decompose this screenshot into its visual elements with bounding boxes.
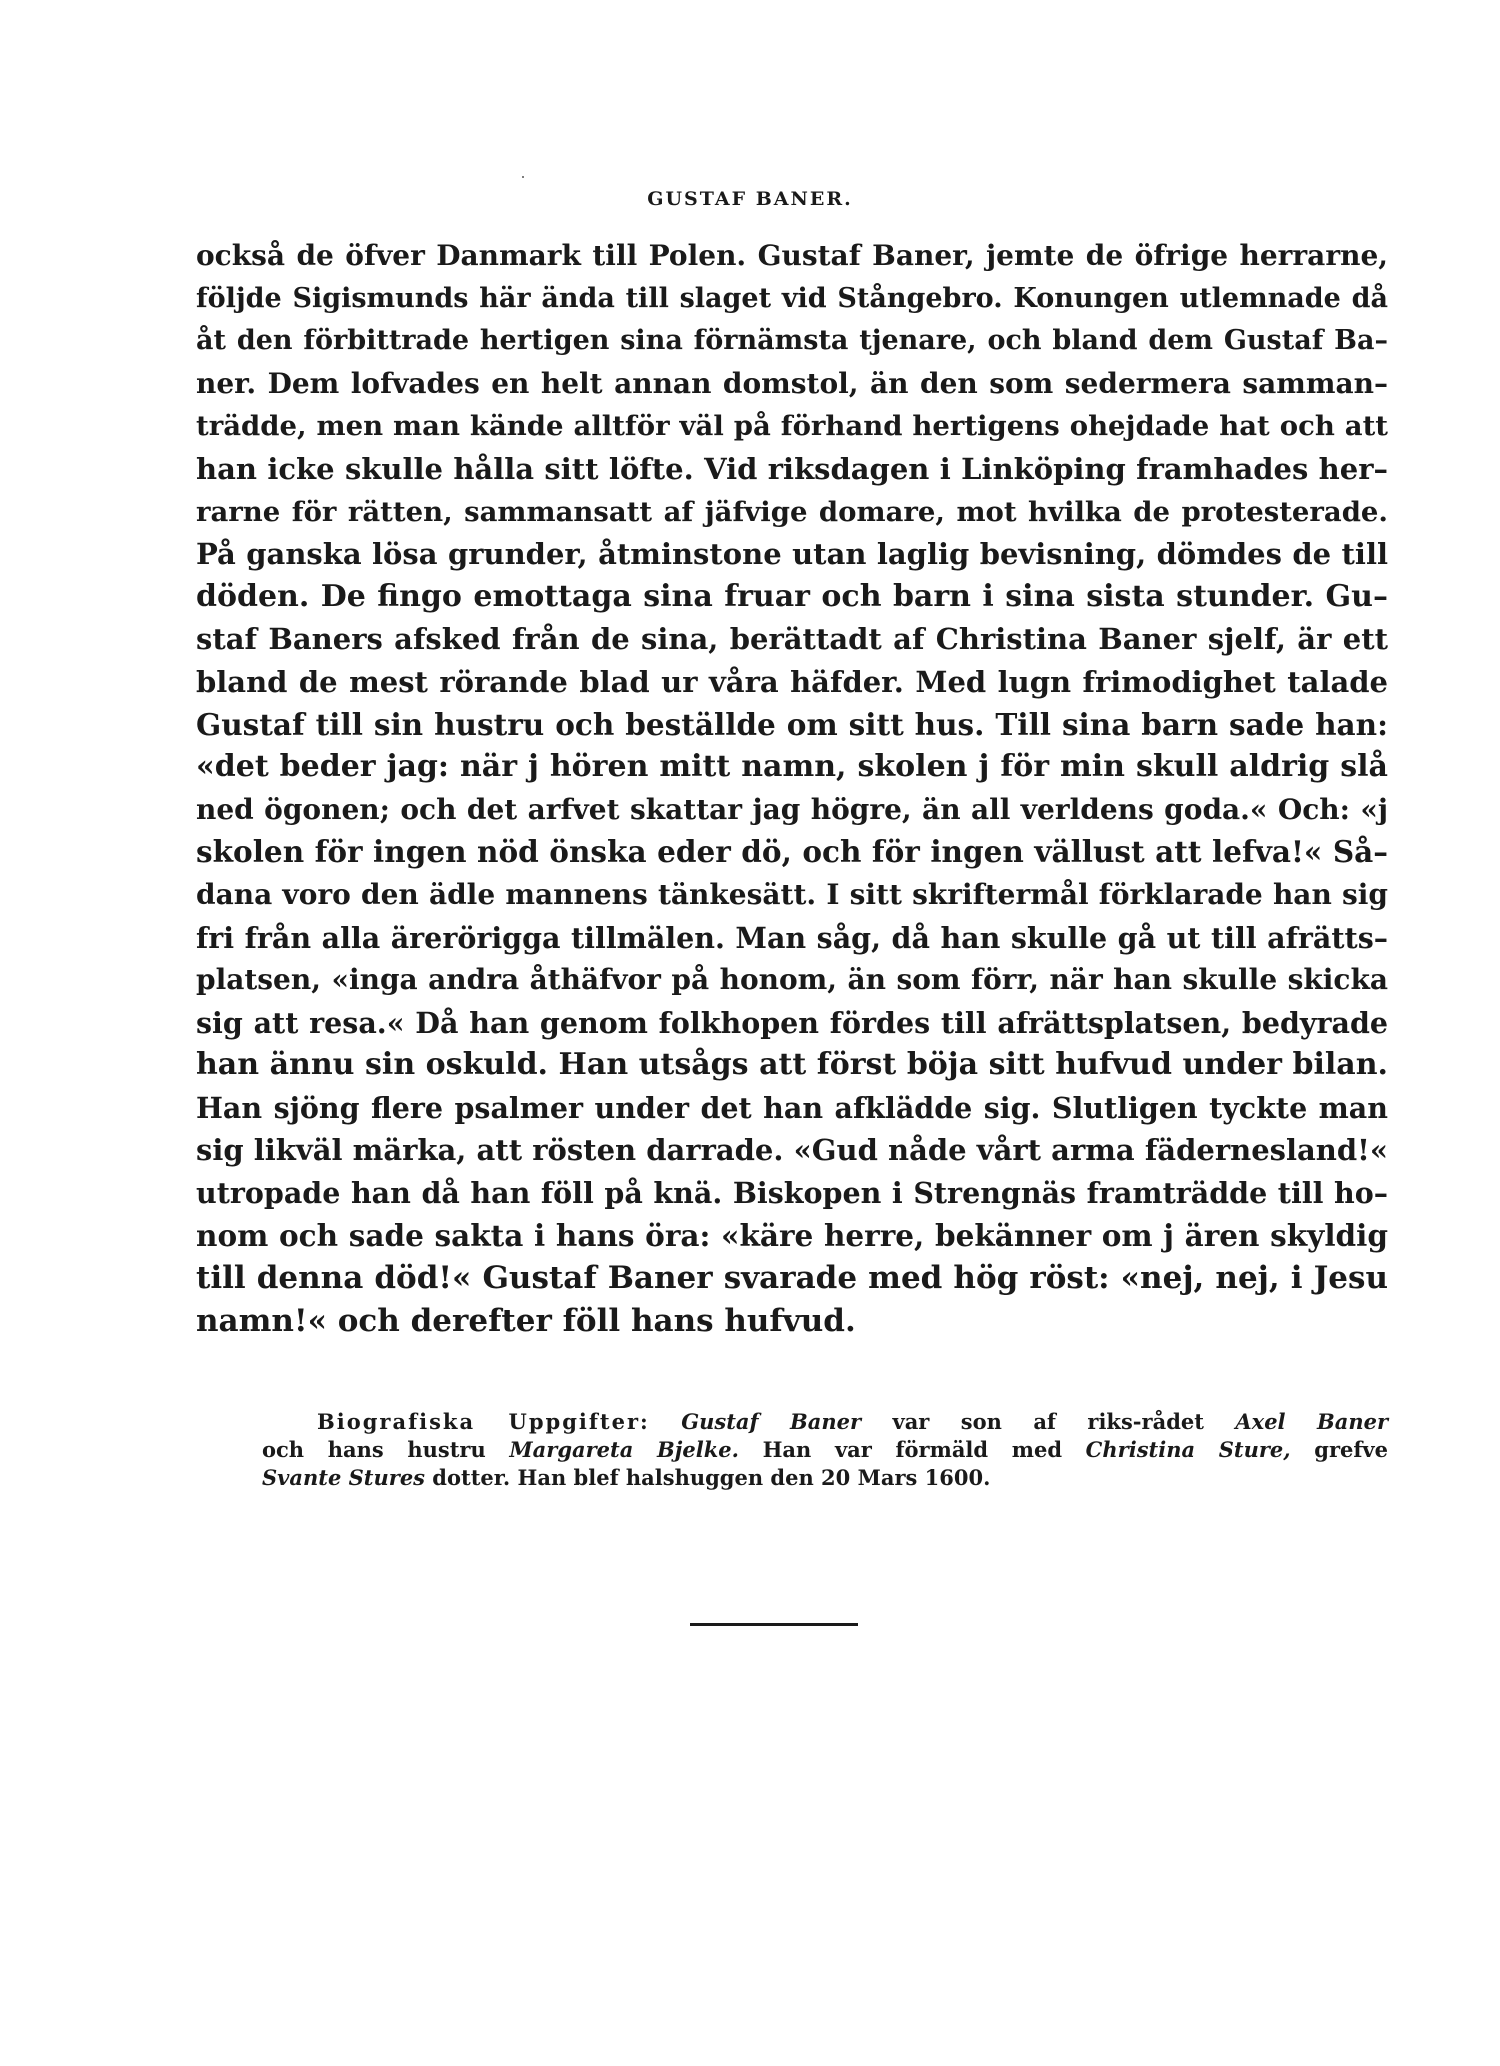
text-line: rarne för rätten, sammansatt af jäfvige domare, mot hvilka de protesterade.	[196, 495, 1388, 528]
text-line: staf Baners afsked från de sina, berättadt af Christina Baner sjelf, är ett	[196, 622, 1388, 657]
body-text	[196, 235, 1388, 1342]
text-line: «det beder jag: när j hören mitt namn, skolen j för min skull aldrig slå	[196, 749, 1388, 785]
text-line: ner. Dem lofvades en helt annan domstol, än den som sedermera samman–	[196, 366, 1388, 400]
text-line: sig att resa.« Då han genom folkhopen fördes till afrättsplatsen, bedyrade	[196, 1005, 1388, 1040]
text-line: döden. De fingo emottaga sina fruar och barn i sina sista stunder. Gu–	[196, 578, 1388, 614]
text-line: fri från alla ärerörigga tillmälen. Man såg, då han skulle gå ut till afrätts–	[196, 920, 1388, 955]
text-line: bland de mest rörande blad ur våra häfder. Med lugn frimodighet talade	[196, 664, 1388, 699]
person-name: Christina Sture,	[1085, 1437, 1291, 1462]
print-speck	[522, 176, 524, 178]
end-rule	[690, 1623, 858, 1626]
text-line: också de öfver Danmark till Polen. Gustaf Baner, jemte de öfrige herrarne,	[196, 239, 1388, 272]
person-name: Svante Stures	[262, 1465, 425, 1490]
text-line: dana voro den ädle mannens tänkesätt. I sitt skriftermål förklarade han sig	[196, 877, 1388, 911]
person-name: Margareta Bjelke.	[509, 1437, 739, 1462]
text-line: han icke skulle hålla sitt löfte. Vid riksdagen i Linköping framhades her–	[196, 451, 1388, 486]
text-line: På ganska lösa grunder, åtminstone utan laglig bevisning, dömdes de till	[196, 537, 1388, 572]
text-line: ned ögonen; och det arfvet skattar jag högre, än all verldens goda.« Och: «j	[196, 792, 1388, 826]
text-line: sig likväl märka, att rösten darrade. «Gud nåde vårt arma fädernesland!«	[196, 1133, 1388, 1168]
text-line: Han sjöng flere psalmer under det han afklädde sig. Slutligen tyckte man	[196, 1090, 1388, 1125]
text-line: nom och sade sakta i hans öra: «käre herre, bekänner om j ären skyldig	[196, 1217, 1388, 1253]
text-line: skolen för ingen nöd önska eder dö, och för ingen vällust att lefva!« Så–	[196, 834, 1388, 870]
running-title: GUSTAF BANER.	[647, 188, 853, 210]
text-line: följde Sigismunds här ända till slaget vid Stångebro. Konungen utlemnade då	[196, 282, 1388, 314]
text-line: platsen, «inga andra åthäfvor på honom, än som förr, när han skulle skicka	[196, 963, 1388, 997]
text-line: namn!« och derefter föll hans hufvud.	[196, 1302, 856, 1339]
text-line: han ännu sin oskuld. Han utsågs att först böja sitt hufvud under bilan.	[196, 1047, 1388, 1083]
person-name: Gustaf Baner	[681, 1409, 862, 1434]
text-line: åt den förbittrade hertigen sina förnämsta tjenare, och bland dem Gustaf Ba–	[196, 325, 1388, 357]
biographical-notes	[262, 1408, 1388, 1492]
note-line: Biografiska Uppgifter: Gustaf Baner var son af riks-rådet Axel Baner	[317, 1409, 1389, 1434]
note-line: och hans hustru Margareta Bjelke. Han var förmäld med Christina Sture, grefve	[262, 1437, 1388, 1462]
notes-label: Biografiska Uppgifter:	[317, 1409, 650, 1434]
text-line: trädde, men man kände alltför väl på förhand hertigens ohejdade hat och att	[196, 410, 1388, 443]
text-line: Gustaf till sin hustru och beställde om sitt hus. Till sina barn sade han:	[196, 706, 1388, 742]
person-name: Axel Baner	[1235, 1409, 1389, 1434]
text-line: till denna död!« Gustaf Baner svarade med hög röst: «nej, nej, i Jesu	[196, 1260, 1388, 1297]
text-line: utropade han då han föll på knä. Biskopen i Strengnäs framträdde till ho–	[196, 1176, 1388, 1211]
note-line: Svante Stures dotter. Han blef halshuggen den 20 Mars 1600.	[262, 1465, 991, 1490]
